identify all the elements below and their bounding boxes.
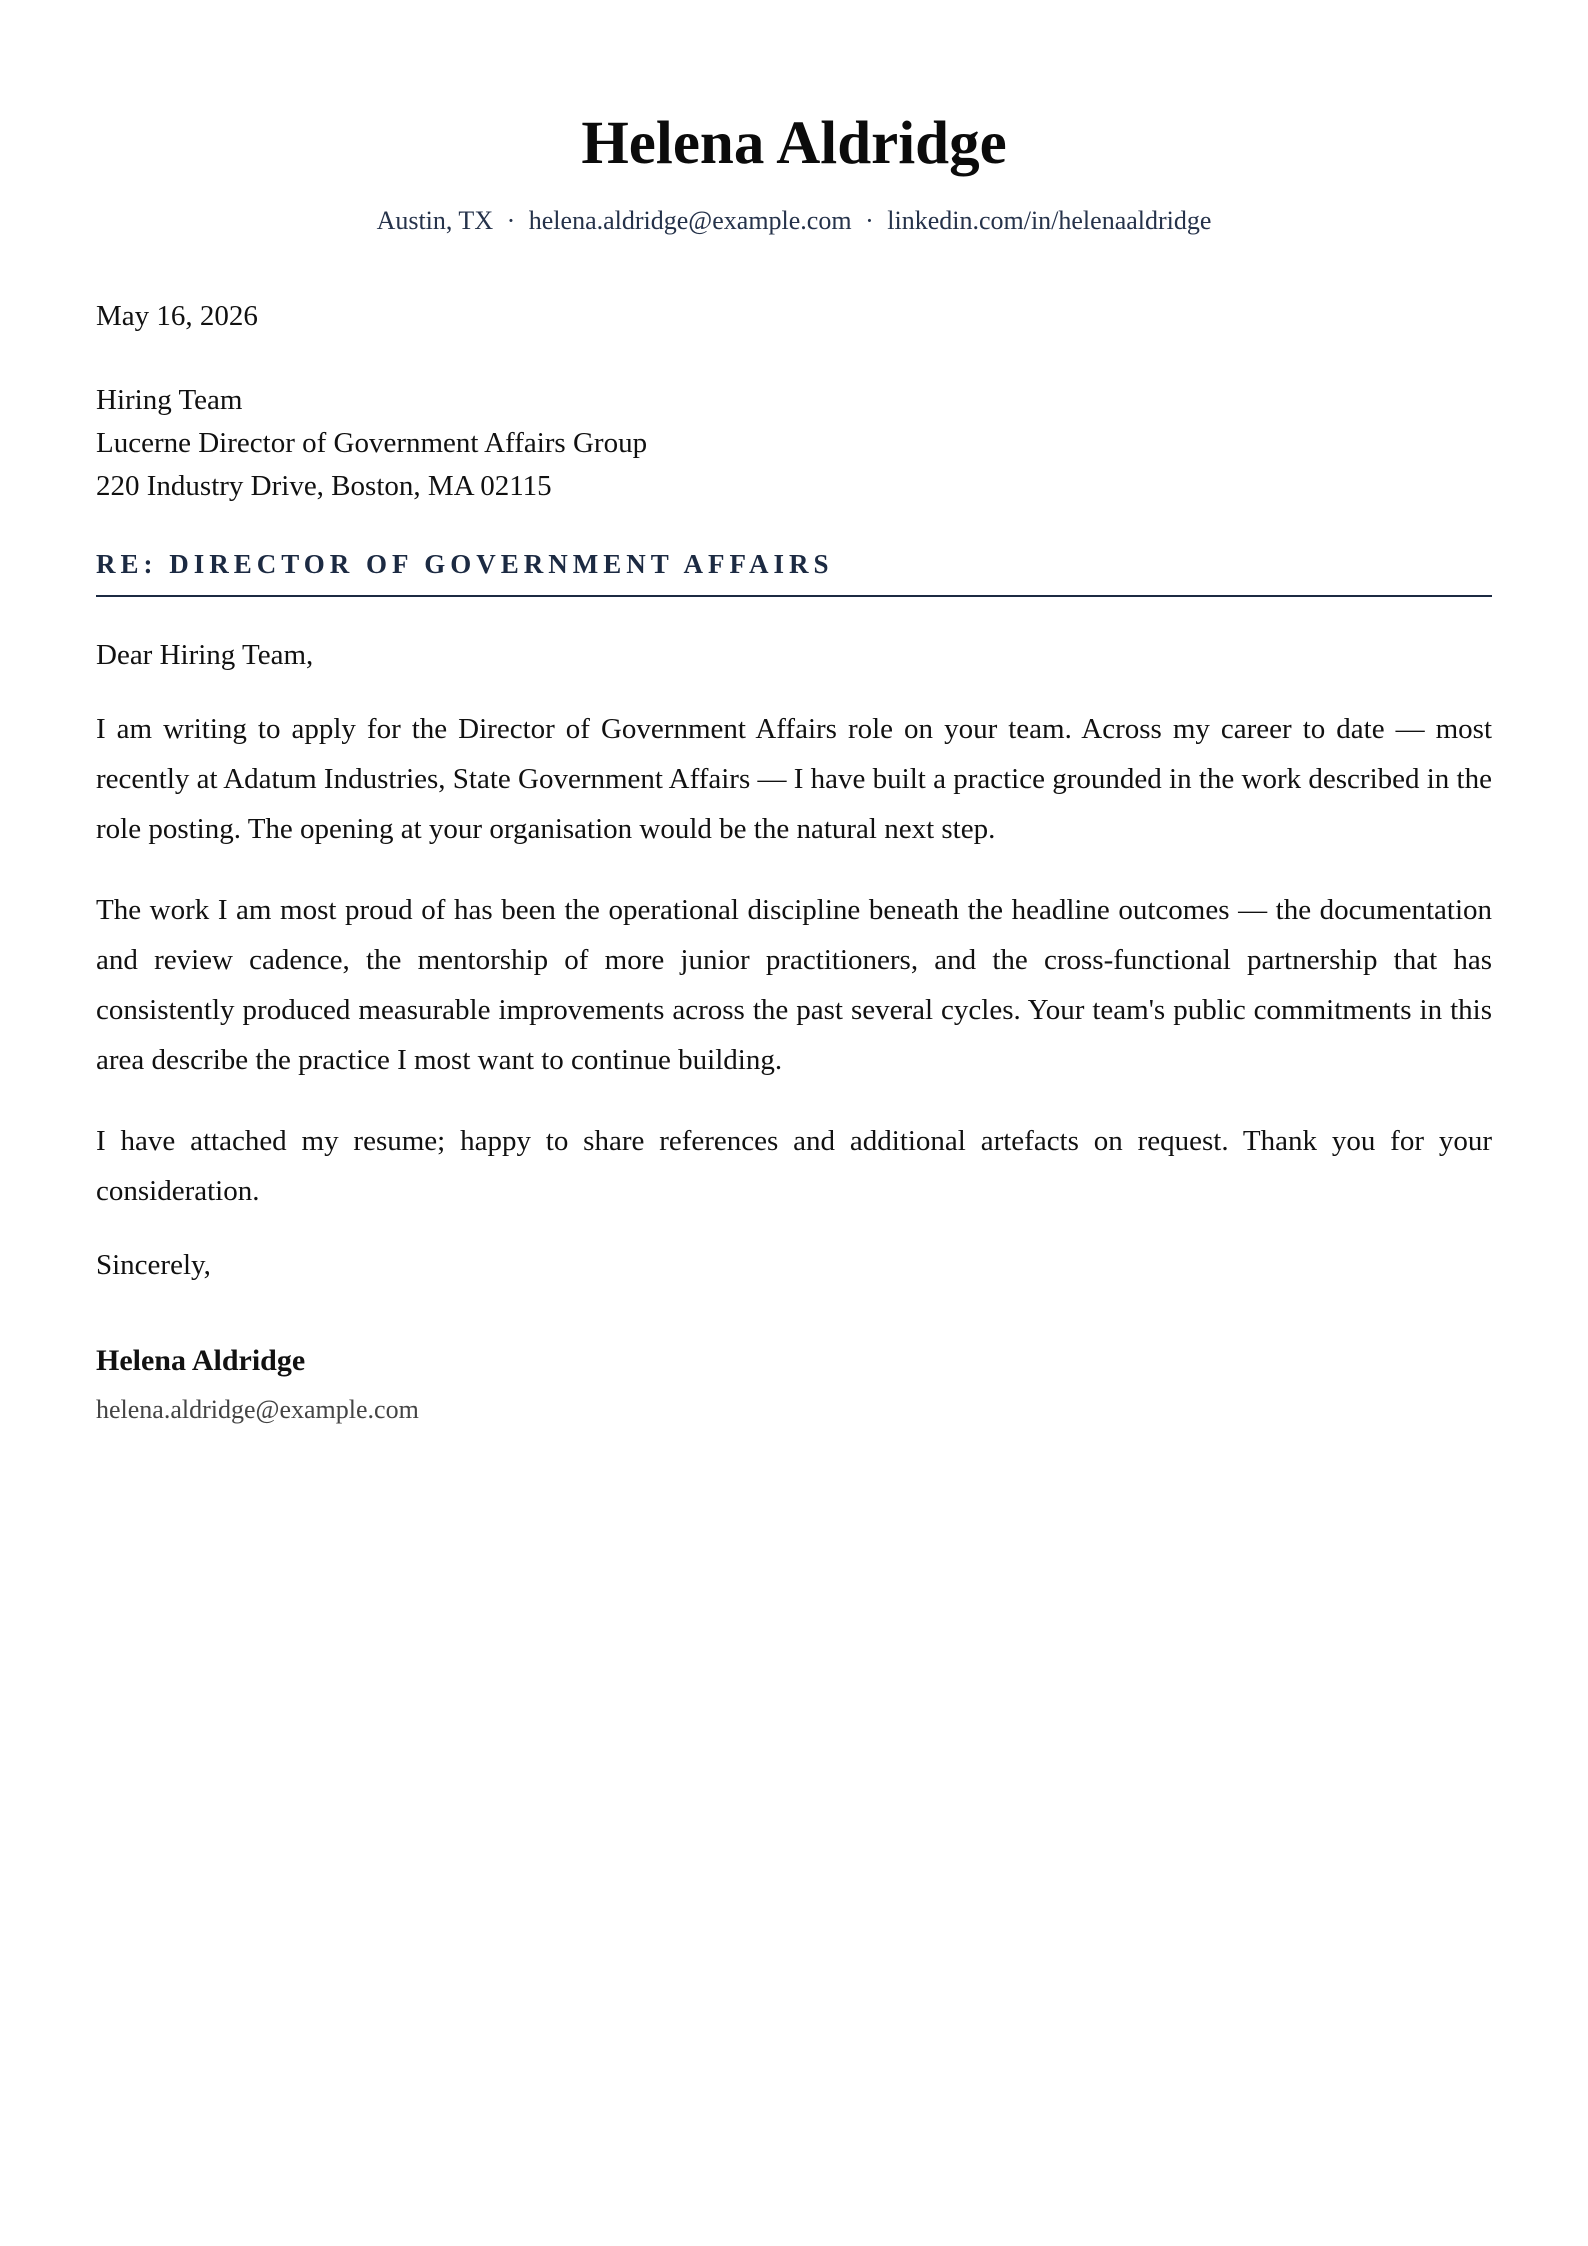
letter-header — [96, 0, 1492, 238]
signature-name: Helena Aldridge — [96, 1344, 306, 1377]
contact-line — [96, 204, 1492, 238]
recipient-line: Hiring Team — [96, 384, 243, 416]
applicant-name: Helena Aldridge — [581, 110, 1007, 177]
salutation: Dear Hiring Team, — [96, 639, 314, 671]
signature-email: helena.aldridge@example.com — [96, 1395, 419, 1424]
closing: Sincerely, — [96, 1249, 211, 1281]
recipient-line: 220 Industry Drive, Boston, MA 02115 — [96, 470, 552, 502]
body-paragraph: I am writing to apply for the Director of Government Affairs role on your team. Across my career to date — most recently at Adatum Industries, State Government Affairs — I have built a practice grounded in the work described in the role posting. The opening at your organisation would be the natural next step. — [96, 713, 1492, 845]
body-paragraph: I have attached my resume; happy to share references and additional artefacts on request. Thank you for your consideration. — [96, 1125, 1492, 1207]
contact-separator: · — [506, 206, 516, 235]
contact-linkedin: linkedin.com/in/helenaaldridge — [887, 206, 1212, 235]
contact-email: helena.aldridge@example.com — [528, 206, 852, 235]
body-paragraph: The work I am most proud of has been the operational discipline beneath the headline outcomes — the documentation and review cadence, the mentorship of more junior practitioners, and the cross-functional partnership that has consistently produced measurable improvements across the past several cycles. Your team's public commitments in this area describe the practice I most want to continue building. — [96, 894, 1492, 1076]
letter-date: May 16, 2026 — [96, 300, 258, 332]
recipient-block — [96, 379, 1492, 508]
contact-separator: · — [865, 206, 874, 235]
contact-location: Austin, TX — [376, 206, 494, 235]
cover-letter-page — [96, 0, 1492, 1426]
subject-heading: RE: DIRECTOR OF GOVERNMENT AFFAIRS — [96, 548, 1492, 597]
recipient-line: Lucerne Director of Government Affairs Group — [96, 427, 648, 459]
